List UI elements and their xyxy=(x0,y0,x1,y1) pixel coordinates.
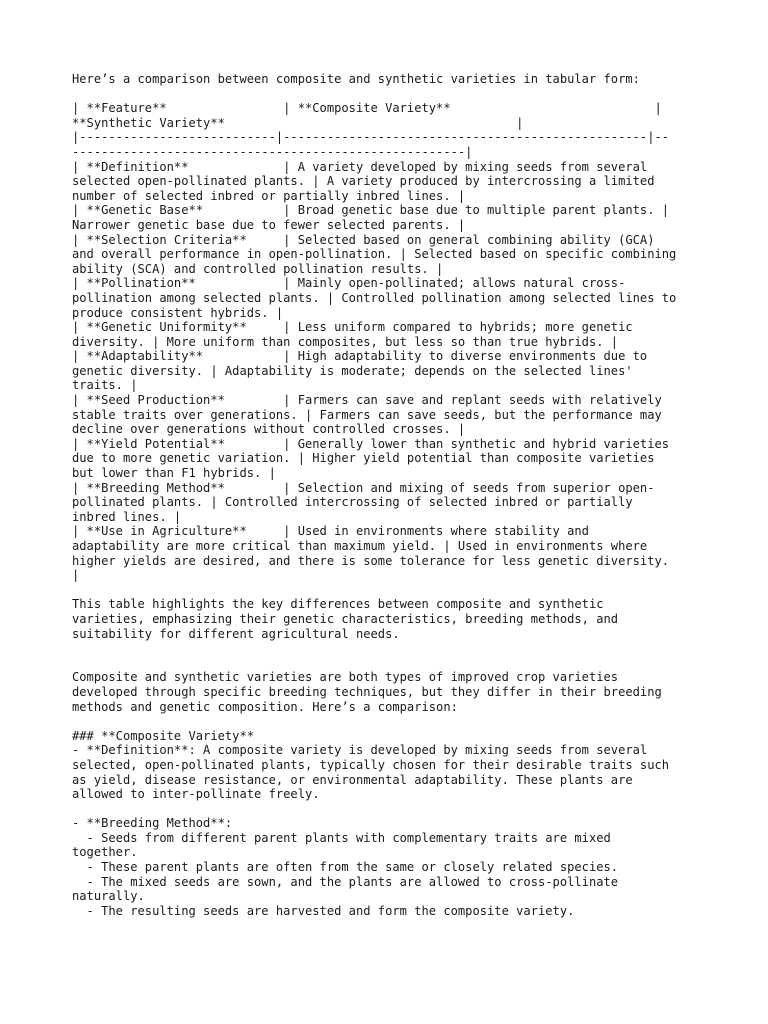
text-line: Composite and synthetic varieties are both types of improved crop varieties xyxy=(72,670,619,685)
text-line: | **Genetic Base** | Broad genetic base due to multiple parent plants. | xyxy=(72,203,670,218)
text-line: | **Genetic Uniformity** | Less uniform compared to hybrids; more genetic xyxy=(72,320,633,335)
text-line: pollination among selected plants. | Controlled pollination among selected lines to xyxy=(72,290,677,305)
text-line: - **Breeding Method**: xyxy=(72,816,233,831)
text-line xyxy=(72,656,702,671)
text-line: | **Adaptability** | High adaptability to diverse environments due to xyxy=(72,349,648,364)
text-line: |---------------------------|--------------------------------------------------|-- xyxy=(72,130,670,145)
text-line: This table highlights the key differences between composite and synthetic xyxy=(72,597,604,612)
text-line: | **Selection Criteria** | Selected based on general combining ability (GCA) xyxy=(72,232,655,247)
text-line: stable traits over generations. | Farmers can save seeds, but the performance may xyxy=(72,407,662,422)
text-line: selected open-pollinated plants. | A variety produced by intercrossing a limited xyxy=(72,174,655,189)
text-line: genetic diversity. | Adaptability is moderate; depends on the selected lines' xyxy=(72,363,633,378)
text-line: - The resulting seeds are harvested and form the composite variety. xyxy=(72,903,575,918)
text-line: | **Feature** | **Composite Variety** | xyxy=(72,101,662,116)
text-line: | **Breeding Method** | Selection and mixing of seeds from superior open- xyxy=(72,480,655,495)
text-line: inbred lines. | xyxy=(72,509,182,524)
text-line: naturally. xyxy=(72,889,145,904)
text-line: Here’s a comparison between composite and synthetic varieties in tabular form: xyxy=(72,72,640,86)
text-line: - These parent plants are often from the same or closely related species. xyxy=(72,860,619,875)
text-line: varieties, emphasizing their genetic characteristics, breeding methods, and xyxy=(72,611,619,626)
text-line: | **Seed Production** | Farmers can save and replant seeds with relatively xyxy=(72,393,662,408)
text-line: methods and genetic composition. Here’s a comparison: xyxy=(72,699,458,714)
text-line: produce consistent hybrids. | xyxy=(72,305,284,320)
text-line: Narrower genetic base due to fewer selected parents. | xyxy=(72,217,466,232)
text-line: allowed to inter-pollinate freely. xyxy=(72,787,320,802)
text-line: decline over generations without controlled crosses. | xyxy=(72,422,466,437)
text-line xyxy=(72,641,702,656)
text-line xyxy=(72,583,702,598)
text-line: adaptability are more critical than maximum yield. | Used in environments where xyxy=(72,539,648,553)
text-line: | **Pollination** | Mainly open-pollinated; allows natural cross- xyxy=(72,276,626,291)
text-line: - The mixed seeds are sown, and the plants are allowed to cross-pollinate xyxy=(72,874,619,889)
text-line: but lower than F1 hybrids. | xyxy=(72,466,276,481)
text-line: | **Use in Agriculture** | Used in environments where stability and xyxy=(72,524,589,539)
text-line: | **Yield Potential** | Generally lower than synthetic and hybrid varieties xyxy=(72,436,670,451)
text-line: - **Definition**: A composite variety is developed by mixing seeds from several xyxy=(72,743,648,758)
text-line: selected, open-pollinated plants, typically chosen for their desirable traits such xyxy=(72,757,670,772)
text-line: - Seeds from different parent plants with complementary traits are mixed xyxy=(72,830,611,845)
text-line: ability (SCA) and controlled pollination results. | xyxy=(72,261,444,276)
text-line: and overall performance in open-pollination. | Selected based on specific combining xyxy=(72,247,677,262)
text-line xyxy=(72,802,702,817)
text-line: traits. | xyxy=(72,378,138,393)
document-body xyxy=(72,72,702,918)
text-line: number of selected inbred or partially inbred lines. | xyxy=(72,188,466,203)
text-line xyxy=(72,714,702,729)
text-line: suitability for different agricultural needs. xyxy=(72,626,400,641)
text-line: **Synthetic Variety** | xyxy=(72,115,524,130)
text-line: as yield, disease resistance, or environmental adaptability. These plants are xyxy=(72,772,633,787)
text-line: due to more genetic variation. | Higher yield potential than composite varieties xyxy=(72,451,655,466)
text-line: diversity. | More uniform than composites, but less so than true hybrids. | xyxy=(72,334,619,349)
text-line: together. xyxy=(72,845,138,860)
text-line xyxy=(72,87,702,102)
text-line: ------------------------------------------------------| xyxy=(72,144,473,159)
text-line: | **Definition** | A variety developed by mixing seeds from several xyxy=(72,159,648,174)
text-line: ### **Composite Variety** xyxy=(72,728,255,743)
text-line: developed through specific breeding techniques, but they differ in their breeding xyxy=(72,684,662,699)
text-line: higher yields are desired, and there is some tolerance for less genetic diversity. xyxy=(72,553,670,568)
text-line: pollinated plants. | Controlled intercrossing of selected inbred or partially xyxy=(72,495,633,510)
text-line: | xyxy=(72,568,80,583)
